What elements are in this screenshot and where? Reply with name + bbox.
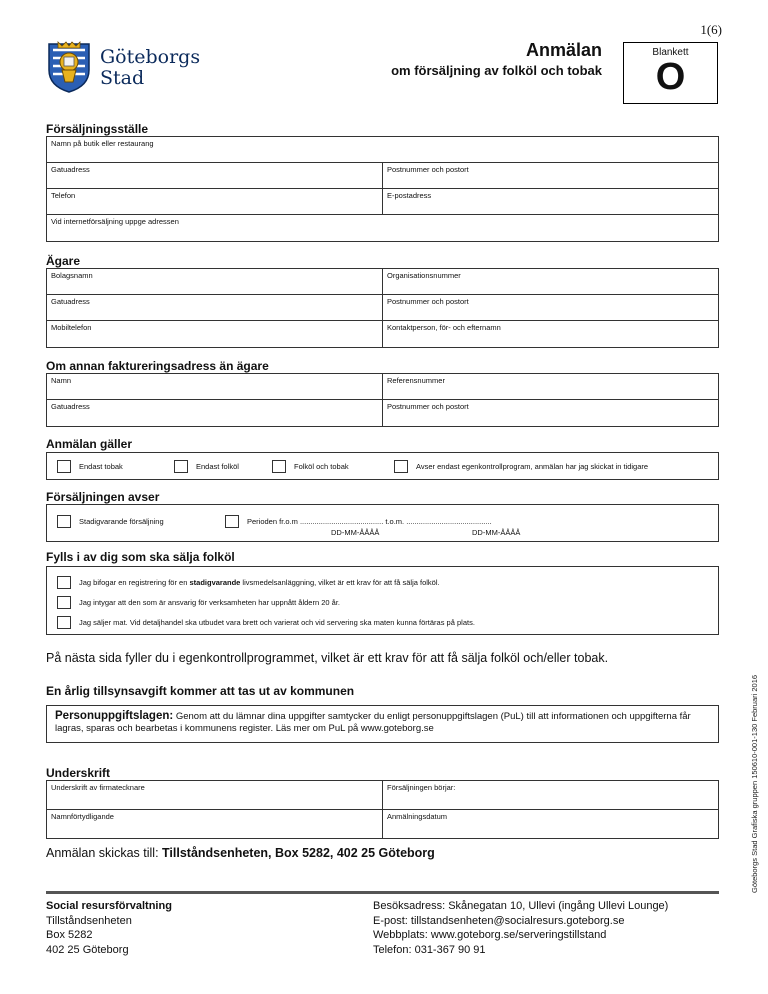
notification-type-options [46, 452, 719, 480]
sales-period-options [46, 504, 719, 542]
section-heading-agare: Ägare [46, 254, 81, 268]
side-print-info: Göteborgs Stad Grafiska gruppen 150610-001-130 Februari 2016 [750, 674, 759, 893]
form-subtitle: om försäljning av folköl och tobak [391, 63, 602, 78]
next-page-notice: På nästa sida fyller du i egenkontrollprogrammet, vilket är ett krav för att få sälja folköl och/eller tobak. [46, 651, 609, 665]
footer-city: 402 25 Göteborg [46, 943, 129, 956]
section-heading-underskrift: Underskrift [46, 766, 111, 780]
billing-ref-field[interactable]: Referensnummer [382, 374, 718, 399]
date-format-from: DD-MM-ÅÅÅÅ [331, 528, 380, 537]
blankett-letter: O [655, 56, 686, 98]
section-heading-anmalan-galler: Anmälan gäller [46, 437, 133, 451]
footer-divider [46, 891, 719, 894]
logo-line-2: Stad [100, 67, 145, 89]
registration-checkbox[interactable] [57, 576, 71, 589]
footer-phone: Telefon: 031-367 90 91 [373, 943, 486, 956]
age-confirmation-label: Jag intygar att den som är ansvarig för verksamheten har uppnått åldern 20 år. [79, 597, 340, 607]
food-sales-label: Jag säljer mat. Vid detaljhandel ska utbudet vara brett och varierat och vid servering ska maten kunna förtäras på plats. [79, 617, 475, 627]
billing-grid [46, 373, 719, 427]
owner-street-field[interactable]: Gatuadress [51, 297, 90, 306]
footer-org-name: Social resursförvaltning [46, 900, 172, 912]
blankett-box [623, 42, 718, 104]
section-heading-folkol: Fylls i av dig som ska sälja folköl [46, 550, 235, 564]
logo-line-1: Göteborgs [100, 46, 201, 68]
section-heading-forsaljningsstalle: Försäljningsställe [46, 122, 149, 136]
footer-visit-address: Besöksadress: Skånegatan 10, Ullevi (ingång Ullevi Lounge) [373, 900, 669, 912]
only-beer-checkbox[interactable] [174, 460, 188, 473]
owner-mobile-field[interactable]: Mobiltelefon [51, 323, 92, 332]
signature-grid [46, 780, 719, 839]
page-number: 1(6) [700, 22, 722, 37]
only-tobacco-checkbox[interactable] [57, 460, 71, 473]
blankett-label: Blankett [652, 47, 689, 58]
owner-grid [46, 268, 719, 348]
only-tobacco-label: Endast tobak [79, 461, 123, 471]
footer-unit: Tillståndsenheten [46, 914, 132, 927]
section-heading-faktura: Om annan faktureringsadress än ägare [46, 359, 269, 373]
billing-name-field[interactable]: Namn [51, 376, 72, 385]
section-heading-forsaljningen-avser: Försäljningen avser [46, 490, 160, 504]
footer-website: Webbplats: www.goteborg.se/serveringstillstand [373, 929, 607, 941]
shop-street-field[interactable]: Gatuadress [51, 165, 90, 174]
shop-name-field[interactable]: Namn på butik eller restaurang [51, 139, 154, 148]
owner-postal-field[interactable]: Postnummer och postort [382, 295, 718, 320]
pul-notice-box [46, 705, 719, 743]
billing-street-field[interactable]: Gatuadress [51, 402, 90, 411]
age-confirmation-checkbox[interactable] [57, 596, 71, 609]
form-title: Anmälan [525, 40, 602, 60]
logo-wordmark [100, 47, 200, 89]
org-number-field[interactable]: Organisationsnummer [382, 269, 718, 294]
only-beer-label: Endast folköl [196, 461, 239, 471]
pul-text: Genom att du lämnar dina uppgifter samtycker du enligt personuppgiftslagen (PuL) till att informationen och uppgifterna får lagras, sparas och bearbetas i kommunens register. Läs mer om PuL på www.goteborg.se [55, 711, 691, 734]
period-sales-label: Perioden fr.o.m ........................................ t.o.m. ......................................... [247, 516, 492, 526]
send-to-line: Anmälan skickas till: Tillståndsenheten, Box 5282, 402 25 Göteborg [46, 846, 435, 860]
sales-start-field[interactable]: Försäljningen börjar: [382, 781, 718, 809]
company-name-field[interactable]: Bolagsnamn [51, 271, 93, 280]
shop-email-field[interactable]: E-postadress [382, 189, 718, 214]
shop-phone-field[interactable]: Telefon [51, 191, 76, 200]
signature-field[interactable]: Underskrift av firmatecknare [51, 783, 145, 792]
internet-address-field[interactable]: Vid internetförsäljning uppge adressen [51, 217, 179, 226]
notification-date-field[interactable]: Anmälningsdatum [382, 810, 718, 838]
footer-box: Box 5282 [46, 929, 93, 941]
sales-location-grid [46, 136, 719, 242]
pul-title: Personuppgiftslagen: [55, 710, 174, 722]
self-control-only-label: Avser endast egenkontrollprogram, anmälan har jag skickat in tidigare [416, 461, 649, 471]
name-clarification-field[interactable]: Namnförtydligande [51, 812, 114, 821]
beer-requirements-options [46, 566, 719, 635]
shop-postal-field[interactable]: Postnummer och postort [382, 163, 718, 188]
date-format-to: DD-MM-ÅÅÅÅ [472, 528, 521, 537]
owner-contact-field[interactable]: Kontaktperson, för- och efternamn [382, 321, 718, 347]
footer-organization [46, 899, 172, 957]
permanent-sales-checkbox[interactable] [57, 515, 71, 528]
food-sales-checkbox[interactable] [57, 616, 71, 629]
fee-heading: En årlig tillsynsavgift kommer att tas ut av kommunen [46, 684, 355, 698]
permanent-sales-label: Stadigvarande försäljning [79, 516, 164, 526]
period-sales-checkbox[interactable] [225, 515, 239, 528]
footer-contact [373, 899, 668, 957]
self-control-only-checkbox[interactable] [394, 460, 408, 473]
beer-and-tobacco-label: Folköl och tobak [294, 461, 349, 471]
registration-label: Jag bifogar en registrering för en stadigvarande livsmedelsanläggning, vilket är ett krav för att få sälja folköl. [79, 577, 440, 587]
billing-postal-field[interactable]: Postnummer och postort [382, 400, 718, 426]
footer-email: E-post: tillstandsenheten@socialresurs.goteborg.se [373, 914, 625, 927]
city-coat-of-arms-icon [44, 40, 94, 94]
beer-and-tobacco-checkbox[interactable] [272, 460, 286, 473]
